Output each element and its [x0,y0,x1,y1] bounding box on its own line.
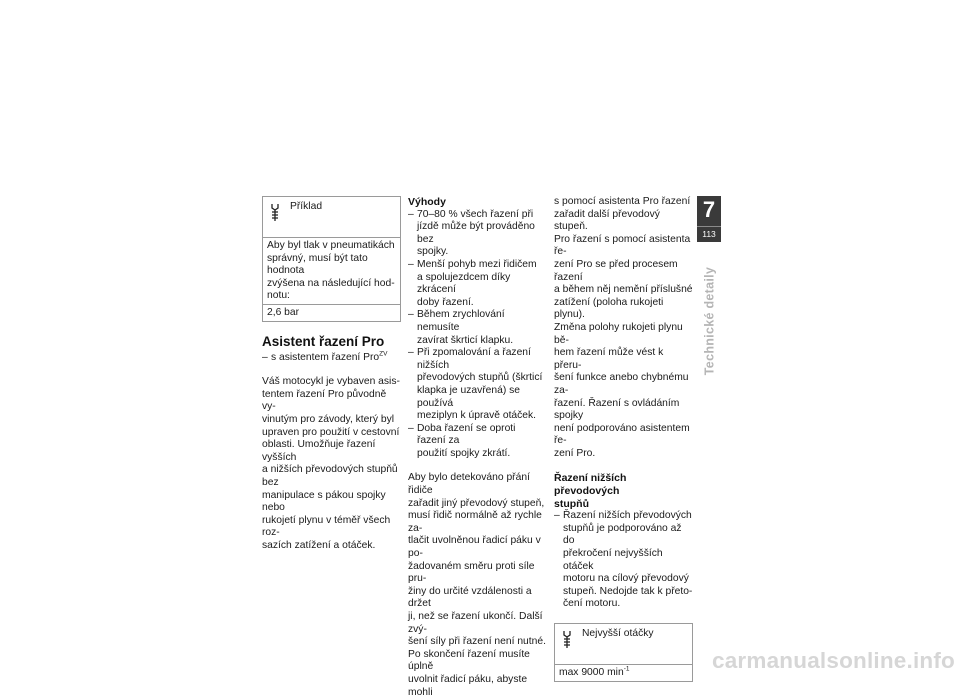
option-superscript: ZV [379,350,388,358]
list-item: – Doba řazení se oproti řazení za použití spojky zkrátí. [408,423,546,461]
example-box-text: Aby byl tlak v pneumatikách správný, musí být tato hodnota zvýšena na následující hod- notu: [267,240,395,302]
example-box-header [263,197,400,238]
rpm-box-heading: Nejvyšší otáčky [582,628,654,639]
intro-paragraph: Váš motocykl je vybaven asis- tentem řazení Pro původně vy- vinutým pro závody, který byl upraven pro použití v cestovní oblasti. Umožňuje řazení vyšších a nižších převodových stupňů bez manipulace s pákou spojky nebo rukojetí plynu v téměř všech roz- sazích zatížení a otáček. [262,376,400,551]
wrench-icon [561,630,573,650]
continuation-paragraph: s pomocí asistenta Pro řazení zařadit další převodový stupeň. Pro řazení s pomocí asistenta ře- zení Pro se před procesem řazení a během něj nemění příslušné zatížení (poloha rukojeti plynu). Změna polohy rukojeti plynu bě- hem řazení může vést k přeru- šení funkce anebo chybnému za- řazení. Řazení s ovládáním spojky není podporováno asistentem ře- zení Pro. [554,196,693,459]
list-item: – Řazení nižších převodových stupňů je podporováno až do překročení nejvyšších otáček motoru na cílový převodový stupeň. Nedojde tak k přeto- čení motoru. [554,510,693,611]
detection-paragraph: Aby bylo detekováno přání řidiče zařadit jiný převodový stupeň, musí řidič normálně až rychle za- tlačit uvolněnou řadicí páku v po- žadovaném směru proti síle pru- žiny do určité vzdálenosti a držet ji, než se řazení ukončí. Další zvý- šení síly při řazení není nutné. Po skončení řazení musíte úplně uvolnit řadicí páku, abyste mohli [408,472,546,698]
chapter-number: 7 [702,197,716,222]
column-2 [408,196,546,699]
column-1 [262,196,401,552]
chapter-tab [697,196,721,242]
watermark: carmanualsonline.info [712,648,955,673]
section-title: Asistent řazení Pro [262,333,385,349]
example-box-value: 2,6 bar [263,304,400,321]
rpm-box-value: max 9000 $\min^{-1}$ [559,665,630,678]
wrench-icon [269,203,281,223]
advantages-heading: Výhody [408,196,446,208]
page-number: 113 [697,226,721,239]
list-item: – Menší pohyb mezi řidičem a spolujezdcem díky zkrácení doby řazení. [408,259,546,309]
column-3 [554,196,693,682]
downshift-heading: Řazení nižších převodových stupňů [554,472,627,510]
example-box [262,196,401,322]
list-item: – Při zpomalování a řazení nižších převodových stupňů (škrticí klapka je uzavřená) se používá meziplyn k úpravě otáček. [408,347,546,423]
option-item: – s asistentem řazení Pro$^{ZV}$ [262,352,401,365]
list-item: – 70–80 % všech řazení při jízdě může být prováděno bez spojky. [408,209,546,259]
example-box-heading: Příklad [290,201,323,212]
list-item: – Během zrychlování nemusíte zavírat škrticí klapku. [408,309,546,347]
